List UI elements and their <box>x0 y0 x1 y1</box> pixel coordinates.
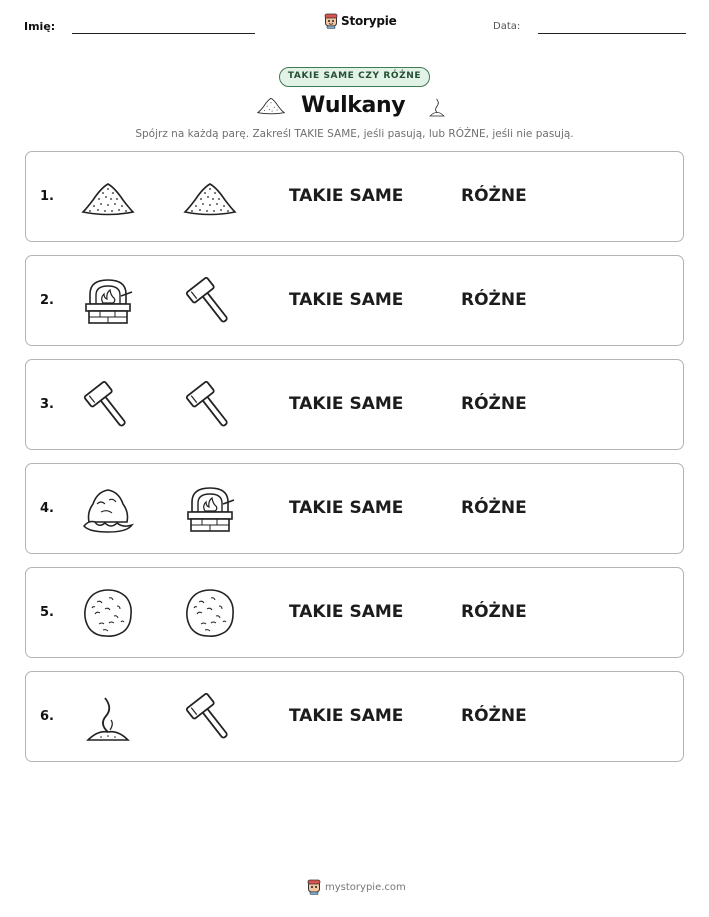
hammer-icon <box>81 378 135 432</box>
option-different[interactable]: RÓŻNE <box>461 706 527 726</box>
mascot-icon <box>307 879 321 895</box>
footer <box>307 879 406 895</box>
rock-icon <box>81 586 135 640</box>
sand-pile-icon <box>81 170 135 224</box>
option-same[interactable]: TAKIE SAME <box>289 498 404 518</box>
name-field-line[interactable] <box>72 33 255 34</box>
question-row <box>25 151 684 242</box>
question-row <box>25 255 684 346</box>
question-row <box>25 463 684 554</box>
forge-icon <box>81 274 135 328</box>
name-label: Imię: <box>24 20 56 33</box>
option-same[interactable]: TAKIE SAME <box>289 602 404 622</box>
sand-pile-icon <box>255 94 287 116</box>
title-row <box>0 92 709 124</box>
page-title: Wulkany <box>301 93 406 118</box>
option-different[interactable]: RÓŻNE <box>461 290 527 310</box>
question-number: 2. <box>40 293 54 308</box>
brand-logo <box>324 13 397 29</box>
question-number: 1. <box>40 189 54 204</box>
question-number: 6. <box>40 709 54 724</box>
option-same[interactable]: TAKIE SAME <box>289 394 404 414</box>
worksheet-header <box>0 0 709 50</box>
date-label: Data: <box>493 21 521 32</box>
rock-icon <box>183 586 237 640</box>
brand-name: Storypie <box>341 14 397 28</box>
lava-mound-icon <box>81 482 135 536</box>
worksheet-type-badge: TAKIE SAME CZY RÓŻNE <box>279 67 430 87</box>
option-different[interactable]: RÓŻNE <box>461 498 527 518</box>
option-same[interactable]: TAKIE SAME <box>289 706 404 726</box>
hammer-icon <box>183 378 237 432</box>
instructions: Spójrz na każdą parę. Zakreśl TAKIE SAME, jeśli pasują, lub RÓŻNE, jeśli nie pasują. <box>135 128 574 140</box>
option-same[interactable]: TAKIE SAME <box>289 186 404 206</box>
steam-vent-icon <box>426 92 448 122</box>
question-number: 5. <box>40 605 54 620</box>
forge-icon <box>183 482 237 536</box>
sand-pile-icon <box>183 170 237 224</box>
question-number: 4. <box>40 501 54 516</box>
question-number: 3. <box>40 397 54 412</box>
option-different[interactable]: RÓŻNE <box>461 186 527 206</box>
mascot-icon <box>324 13 338 29</box>
question-row <box>25 359 684 450</box>
option-different[interactable]: RÓŻNE <box>461 602 527 622</box>
footer-url: mystorypie.com <box>325 881 406 893</box>
steam-vent-icon <box>81 690 135 744</box>
hammer-icon <box>183 274 237 328</box>
date-field-line[interactable] <box>538 33 686 34</box>
question-row <box>25 671 684 762</box>
question-row <box>25 567 684 658</box>
hammer-icon <box>183 690 237 744</box>
option-different[interactable]: RÓŻNE <box>461 394 527 414</box>
option-same[interactable]: TAKIE SAME <box>289 290 404 310</box>
